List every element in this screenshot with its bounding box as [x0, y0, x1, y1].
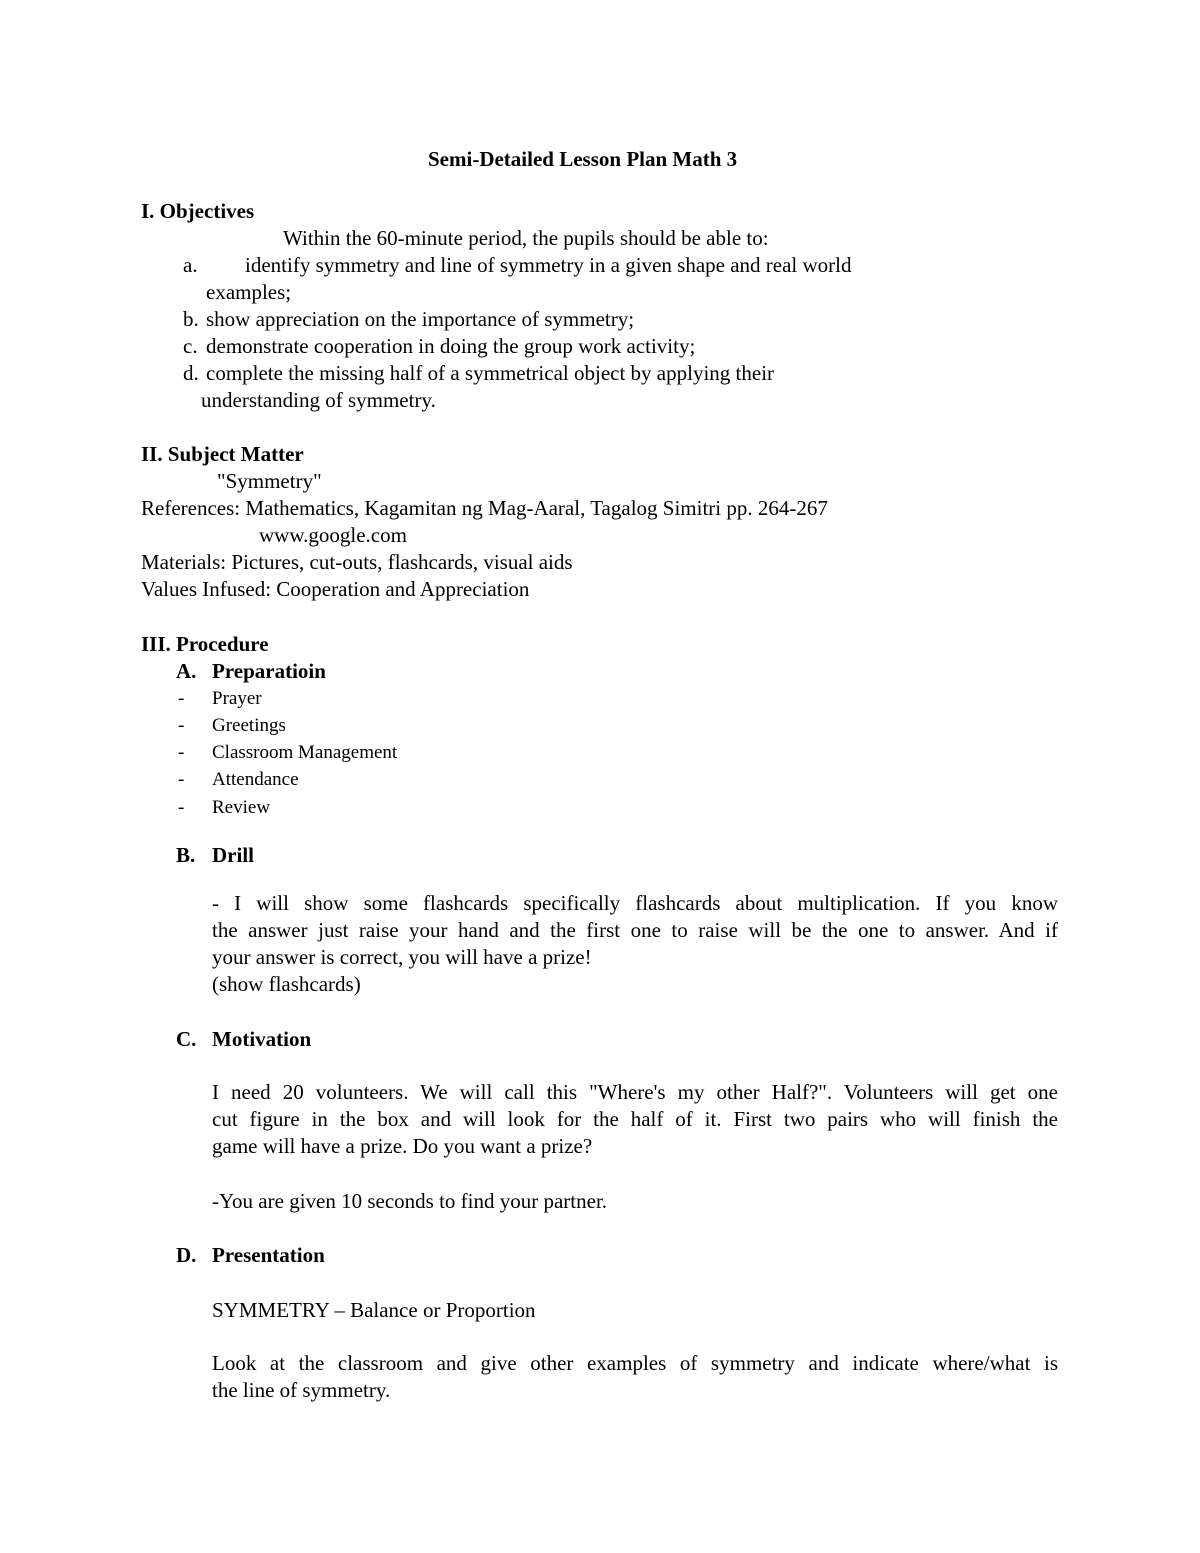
preparation-item: Classroom Management [212, 742, 398, 763]
drill-letter: B. [176, 843, 196, 867]
preparation-title: Preparatioin [212, 659, 326, 683]
motivation-note: -You are given 10 seconds to find your partner. [212, 1189, 608, 1213]
subject-materials: Materials: Pictures, cut-outs, flashcards, visual aids [141, 550, 573, 574]
preparation-item: Greetings [212, 715, 286, 736]
drill-line: your answer is correct, you will have a prize! [212, 945, 592, 969]
objective-d-line2: understanding of symmetry. [201, 388, 436, 412]
document-title: Semi-Detailed Lesson Plan Math 3 [428, 147, 738, 171]
procedure-heading: III. Procedure [141, 632, 269, 656]
motivation-line: game will have a prize. Do you want a prize? [212, 1134, 593, 1158]
preparation-item: Attendance [212, 769, 299, 790]
objective-marker-d: d. [183, 361, 199, 385]
bullet-dash: - [178, 797, 185, 818]
presentation-definition: SYMMETRY – Balance or Proportion [212, 1298, 536, 1322]
objective-a-line1: identify symmetry and line of symmetry in a given shape and real world [245, 253, 852, 277]
preparation-item: Prayer [212, 688, 262, 709]
objective-marker-c: c. [183, 334, 198, 358]
subject-references: References: Mathematics, Kagamitan ng Mag-Aaral, Tagalog Simitri pp. 264-267 [141, 496, 828, 520]
presentation-line: Look at the classroom and give other examples of symmetry and indicate where/what is [212, 1351, 1058, 1375]
presentation-title: Presentation [212, 1243, 325, 1267]
motivation-line: I need 20 volunteers. We will call this "Where's my other Half?". Volunteers will get one [212, 1080, 1058, 1104]
subject-matter-heading: II. Subject Matter [141, 442, 304, 466]
bullet-dash: - [178, 769, 185, 790]
motivation-letter: C. [176, 1027, 197, 1051]
objective-marker-b: b. [183, 307, 199, 331]
bullet-dash: - [178, 688, 185, 709]
objective-d-line1: complete the missing half of a symmetrical object by applying their [206, 361, 775, 385]
objectives-heading: I. Objectives [141, 199, 255, 223]
presentation-letter: D. [176, 1243, 197, 1267]
drill-line: the answer just raise your hand and the first one to raise will be the one to answer. And if [212, 918, 1058, 942]
bullet-dash: - [178, 715, 185, 736]
drill-line: (show flashcards) [212, 972, 361, 996]
bullet-dash: - [178, 742, 185, 763]
objective-b-line1: show appreciation on the importance of symmetry; [206, 307, 635, 331]
subject-references-link: www.google.com [259, 523, 407, 547]
motivation-line: cut figure in the box and will look for the half of it. First two pairs who will finish the [212, 1107, 1058, 1131]
objectives-intro: Within the 60-minute period, the pupils should be able to: [283, 226, 769, 250]
motivation-title: Motivation [212, 1027, 312, 1051]
presentation-line: the line of symmetry. [212, 1378, 391, 1402]
preparation-letter: A. [176, 659, 197, 683]
preparation-item: Review [212, 797, 271, 818]
drill-title: Drill [212, 843, 254, 867]
objective-c-line1: demonstrate cooperation in doing the group work activity; [206, 334, 696, 358]
objective-marker-a: a. [183, 253, 198, 277]
subject-topic: "Symmetry" [217, 469, 322, 493]
objective-a-line2: examples; [206, 280, 292, 304]
subject-values: Values Infused: Cooperation and Appreciation [141, 577, 530, 601]
drill-line: - I will show some flashcards specifically flashcards about multiplication. If you know [212, 891, 1058, 915]
